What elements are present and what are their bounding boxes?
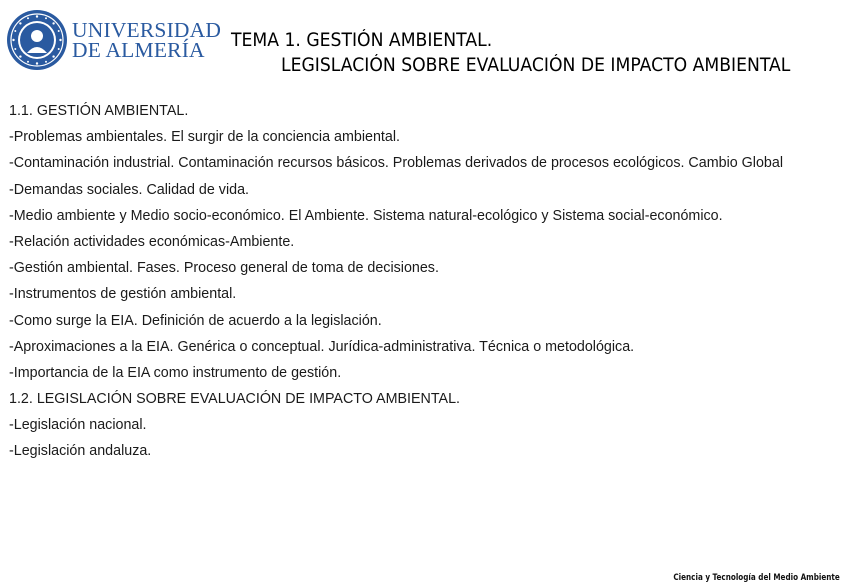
page-title: TEMA 1. GESTIÓN AMBIENTAL.: [231, 30, 493, 51]
list-item: -Legislación nacional.: [9, 417, 147, 434]
topic-list: [9, 102, 783, 469]
university-seal-icon: [6, 9, 68, 71]
list-item: -Problemas ambientales. El surgir de la conciencia ambiental.: [9, 129, 400, 146]
logo-line-2: DE ALMERÍA: [72, 38, 205, 62]
list-item: -Como surge la EIA. Definición de acuerdo a la legislación.: [9, 312, 382, 329]
footer-text: Ciencia y Tecnología del Medio Ambiente: [673, 573, 840, 583]
logo-line-1: UNIVERSIDAD: [72, 18, 222, 42]
list-item: -Demandas sociales. Calidad de vida.: [9, 181, 249, 198]
list-item: -Legislación andaluza.: [9, 443, 152, 460]
list-item: -Instrumentos de gestión ambiental.: [9, 286, 237, 303]
list-item: -Contaminación industrial. Contaminación recursos básicos. Problemas derivados de procesos ecológicos. Cambio Global: [9, 155, 784, 172]
list-item: -Medio ambiente y Medio socio-económico. El Ambiente. Sistema natural-ecológico y Sistema social-económico.: [9, 207, 723, 224]
page-subtitle: LEGISLACIÓN SOBRE EVALUACIÓN DE IMPACTO AMBIENTAL: [281, 55, 791, 76]
section-heading: 1.2. LEGISLACIÓN SOBRE EVALUACIÓN DE IMPACTO AMBIENTAL.: [9, 391, 461, 408]
list-item: -Relación actividades económicas-Ambiente.: [9, 233, 295, 250]
list-item: -Importancia de la EIA como instrumento de gestión.: [9, 364, 342, 381]
logo-wordmark: [72, 20, 221, 60]
list-item: -Gestión ambiental. Fases. Proceso general de toma de decisiones.: [9, 260, 439, 277]
section-heading: 1.1. GESTIÓN AMBIENTAL.: [9, 103, 189, 119]
list-item: -Aproximaciones a la EIA. Genérica o conceptual. Jurídica-administrativa. Técnica o metodológica.: [9, 338, 635, 355]
university-logo: [6, 9, 221, 71]
